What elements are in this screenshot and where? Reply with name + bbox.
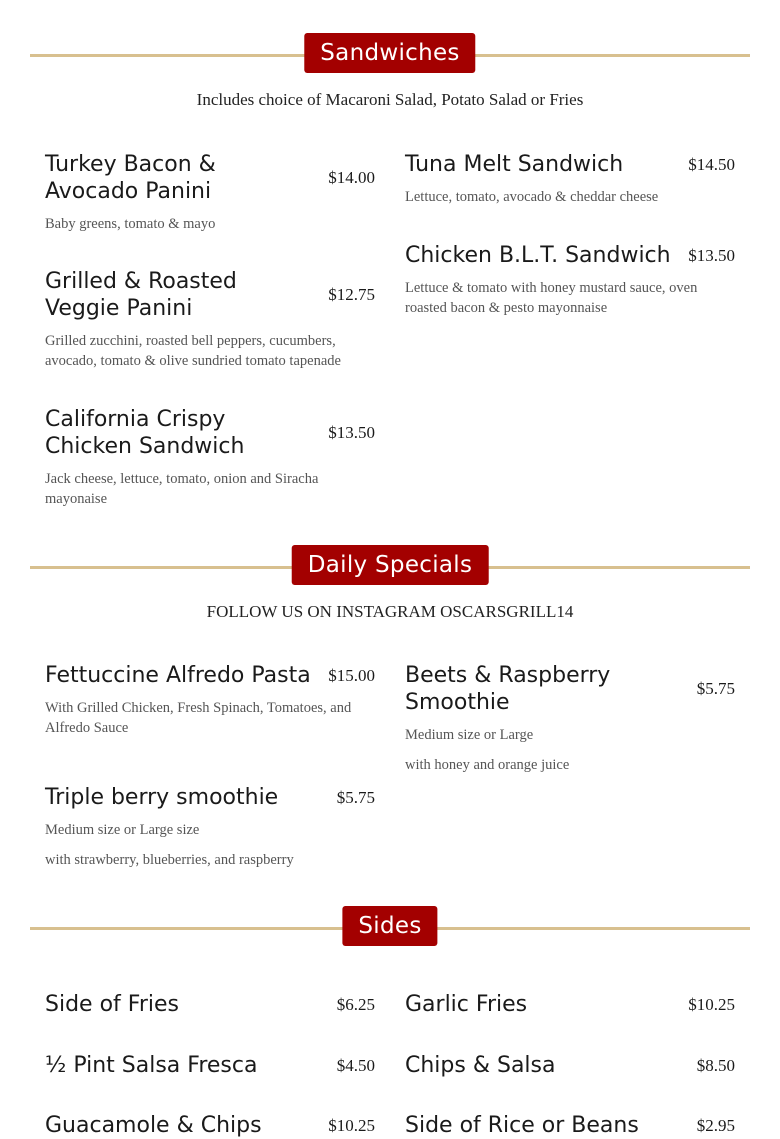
menu-item: [45, 784, 375, 870]
item-price: $15.00: [328, 665, 375, 685]
menu-item: [405, 662, 735, 775]
item-price: $12.75: [328, 285, 375, 304]
item-price: $8.50: [696, 1055, 735, 1075]
item-description: Medium size or Large size: [45, 822, 200, 838]
menu-item: [45, 1112, 375, 1139]
item-name: Side of Fries: [45, 992, 179, 1017]
item-price: $10.25: [688, 994, 735, 1014]
menu-item: [45, 151, 375, 234]
section-title: Sandwiches: [304, 33, 475, 73]
item-name: Tuna Melt Sandwich: [405, 152, 624, 177]
item-description-extra: with honey and orange juice: [405, 757, 570, 773]
menu-item: [45, 662, 375, 738]
item-name: Triple berry smoothie: [45, 785, 279, 810]
menu-item: [405, 151, 735, 207]
item-description: Jack cheese, lettuce, tomato, onion and Siracha mayonaise: [45, 471, 319, 507]
item-price: $13.50: [688, 245, 735, 265]
item-name: California Crispy Chicken Sandwich: [45, 407, 245, 459]
item-name: Garlic Fries: [405, 992, 528, 1017]
item-description: With Grilled Chicken, Fresh Spinach, Tomatoes, and Alfredo Sauce: [45, 700, 352, 736]
section-header-sides: [30, 906, 750, 948]
item-name: Side of Rice or Beans: [405, 1113, 639, 1138]
menu-item: [45, 991, 375, 1018]
item-description: Medium size or Large: [405, 727, 534, 743]
item-name: Turkey Bacon & Avocado Panini: [45, 152, 216, 204]
item-price: $6.25: [336, 994, 375, 1014]
menu-item: [45, 268, 375, 371]
menu-item: [45, 1052, 375, 1079]
menu-item: [405, 1112, 735, 1139]
item-price: $2.95: [696, 1115, 735, 1135]
item-price: $14.50: [688, 154, 735, 174]
section-note: FOLLOW US ON INSTAGRAM OSCARSGRILL14: [206, 602, 574, 621]
section-header-sandwiches: [30, 33, 750, 75]
section-note: Includes choice of Macaroni Salad, Potato Salad or Fries: [196, 90, 584, 109]
item-name: Fettuccine Alfredo Pasta: [45, 663, 311, 688]
item-price: $14.00: [328, 168, 375, 187]
item-name: Chicken B.L.T. Sandwich: [405, 243, 671, 268]
section-title: Daily Specials: [292, 545, 489, 585]
menu-item: [405, 1052, 735, 1079]
item-price: $5.75: [336, 787, 375, 807]
item-name: ½ Pint Salsa Fresca: [45, 1053, 258, 1078]
menu-item: [405, 991, 735, 1018]
item-name: Chips & Salsa: [405, 1053, 556, 1078]
item-name: Beets & Raspberry Smoothie: [405, 663, 611, 715]
item-price: $4.50: [336, 1055, 375, 1075]
item-description-extra: with strawberry, blueberries, and raspberry: [45, 852, 294, 868]
menu-item: [405, 242, 735, 318]
item-description: Lettuce & tomato with honey mustard sauce, oven roasted bacon & pesto mayonnaise: [405, 280, 698, 316]
item-name: Grilled & Roasted Veggie Panini: [45, 269, 237, 321]
section-title: Sides: [342, 906, 437, 946]
section-header-daily-specials: [30, 545, 750, 587]
item-price: $13.50: [328, 423, 375, 442]
menu-item: [45, 406, 375, 509]
item-price: $5.75: [696, 679, 735, 698]
item-description: Lettuce, tomato, avocado & cheddar cheese: [405, 189, 659, 205]
item-name: Guacamole & Chips: [45, 1113, 262, 1138]
item-description: Grilled zucchini, roasted bell peppers, cucumbers, avocado, tomato & olive sundried tomato tapenade: [45, 333, 341, 369]
item-price: $10.25: [328, 1115, 375, 1135]
item-description: Baby greens, tomato & mayo: [45, 216, 216, 232]
